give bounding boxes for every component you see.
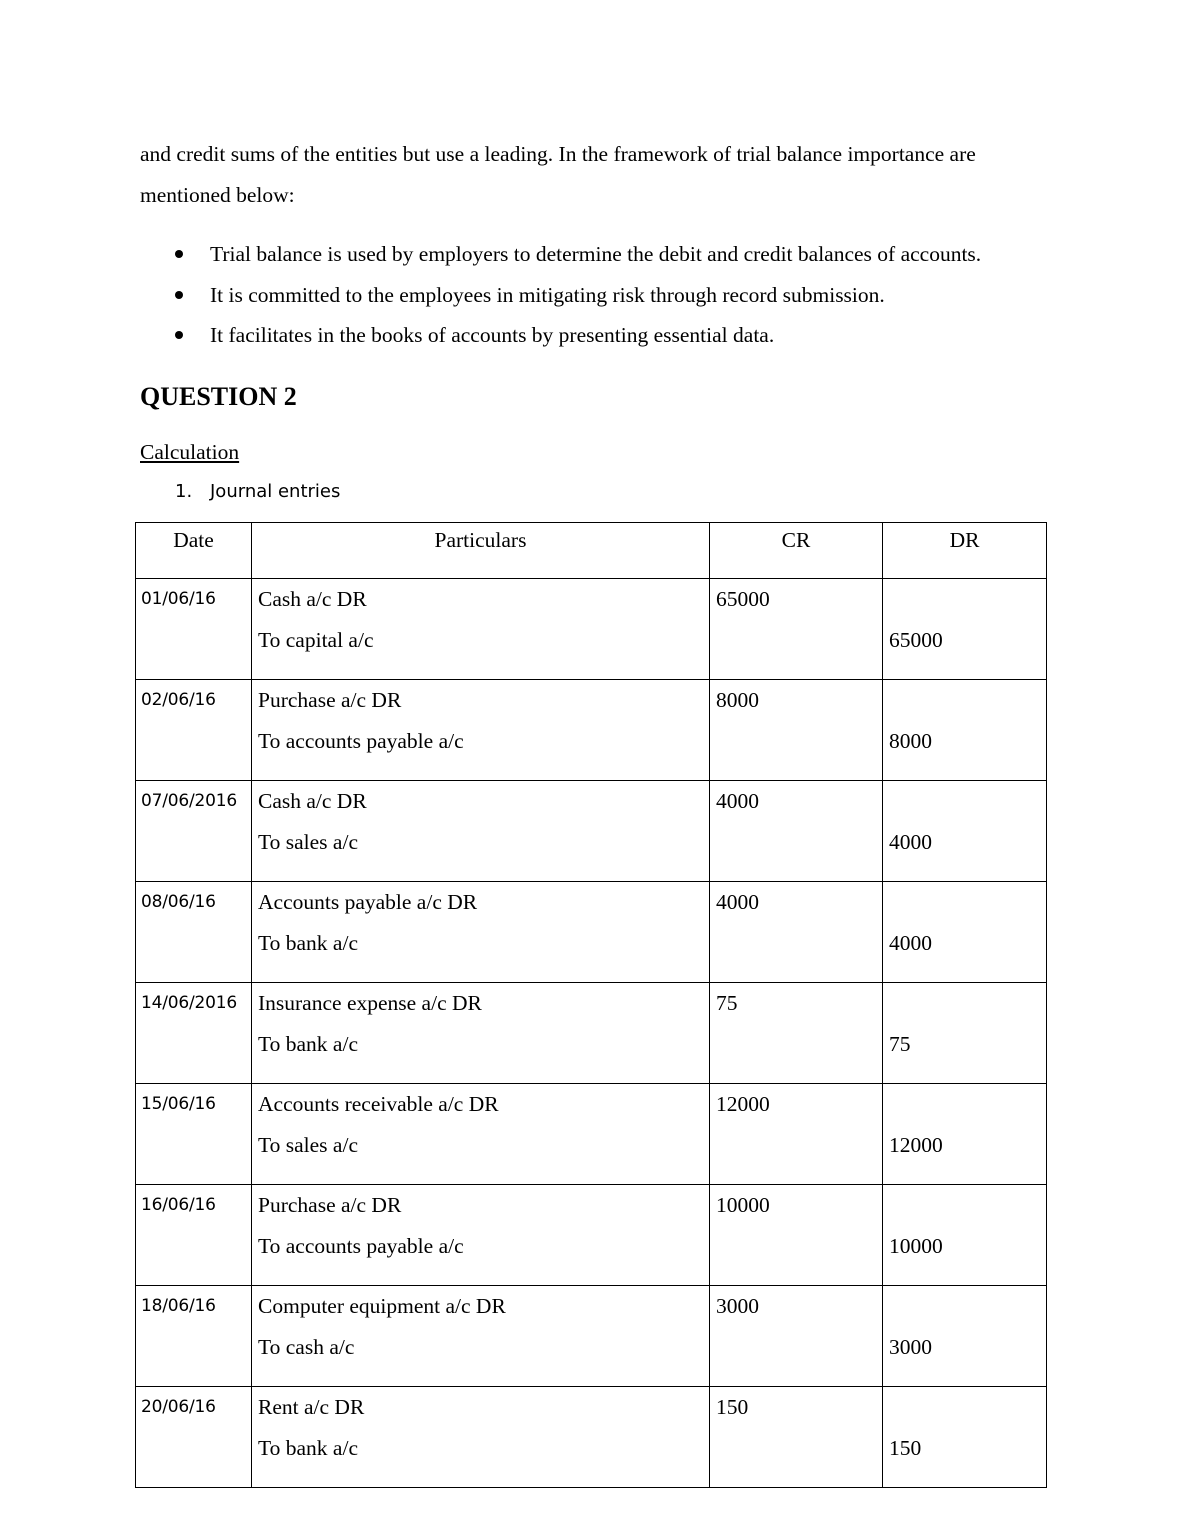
date-cell: 15/06/16 bbox=[136, 1084, 252, 1185]
cr-amount: 3000 bbox=[716, 1294, 759, 1318]
list-item bbox=[140, 234, 1070, 275]
credit-particular: To cash a/c bbox=[258, 1334, 355, 1359]
debit-particular: Rent a/c DR bbox=[258, 1395, 365, 1419]
journal-entries-table bbox=[135, 522, 1047, 1488]
dr-cell bbox=[883, 882, 1047, 983]
debit-particular: Purchase a/c DR bbox=[258, 1193, 402, 1217]
cr-cell bbox=[710, 781, 883, 882]
date-cell: 20/06/16 bbox=[136, 1387, 252, 1488]
bullet-text: It facilitates in the books of accounts by presenting essential data. bbox=[210, 323, 775, 347]
spacer bbox=[883, 983, 1046, 1024]
particulars-cell bbox=[252, 680, 710, 781]
spacer bbox=[883, 1185, 1046, 1226]
debit-particular: Computer equipment a/c DR bbox=[258, 1294, 506, 1318]
cr-amount: 10000 bbox=[716, 1193, 770, 1217]
question-heading: QUESTION 2 bbox=[140, 382, 297, 411]
dr-amount: 4000 bbox=[889, 829, 932, 854]
table-row bbox=[136, 882, 1047, 983]
table-row bbox=[136, 1084, 1047, 1185]
cr-amount: 75 bbox=[716, 991, 738, 1015]
list-number: 1. bbox=[175, 481, 193, 502]
cr-cell bbox=[710, 1387, 883, 1488]
cr-amount: 150 bbox=[716, 1395, 749, 1419]
spacer bbox=[883, 1286, 1046, 1327]
dr-cell bbox=[883, 1084, 1047, 1185]
table-row bbox=[136, 983, 1047, 1084]
debit-particular: Purchase a/c DR bbox=[258, 688, 402, 712]
particulars-cell bbox=[252, 1387, 710, 1488]
debit-particular: Insurance expense a/c DR bbox=[258, 991, 482, 1015]
bullet-text: Trial balance is used by employers to determine the debit and credit balances of accounts. bbox=[210, 242, 982, 266]
cr-amount: 8000 bbox=[716, 688, 759, 712]
dr-amount: 3000 bbox=[889, 1334, 932, 1359]
list-item bbox=[140, 315, 1070, 356]
dr-cell bbox=[883, 579, 1047, 680]
table-row bbox=[136, 680, 1047, 781]
particulars-cell bbox=[252, 882, 710, 983]
bullet-icon bbox=[175, 291, 183, 299]
spacer bbox=[883, 579, 1046, 620]
dr-amount: 65000 bbox=[889, 627, 943, 652]
cr-cell bbox=[710, 680, 883, 781]
credit-particular: To bank a/c bbox=[258, 1435, 358, 1460]
particulars-cell bbox=[252, 579, 710, 680]
particulars-cell bbox=[252, 781, 710, 882]
dr-amount: 4000 bbox=[889, 930, 932, 955]
dr-cell bbox=[883, 781, 1047, 882]
date-cell: 01/06/16 bbox=[136, 579, 252, 680]
debit-particular: Cash a/c DR bbox=[258, 789, 367, 813]
credit-particular: To capital a/c bbox=[258, 627, 374, 652]
debit-particular: Accounts payable a/c DR bbox=[258, 890, 478, 914]
dr-amount: 12000 bbox=[889, 1132, 943, 1157]
debit-particular: Accounts receivable a/c DR bbox=[258, 1092, 499, 1116]
table-row bbox=[136, 781, 1047, 882]
date-cell: 08/06/16 bbox=[136, 882, 252, 983]
particulars-cell bbox=[252, 983, 710, 1084]
dr-amount: 150 bbox=[889, 1435, 922, 1460]
dr-cell bbox=[883, 1387, 1047, 1488]
spacer bbox=[883, 1084, 1046, 1125]
dr-cell bbox=[883, 1185, 1047, 1286]
table-row bbox=[136, 1286, 1047, 1387]
cr-amount: 4000 bbox=[716, 890, 759, 914]
spacer bbox=[883, 882, 1046, 923]
credit-particular: To accounts payable a/c bbox=[258, 728, 464, 753]
dr-amount: 8000 bbox=[889, 728, 932, 753]
table-row bbox=[136, 1387, 1047, 1488]
spacer bbox=[883, 781, 1046, 822]
header-particulars: Particulars bbox=[252, 523, 710, 579]
credit-particular: To accounts payable a/c bbox=[258, 1233, 464, 1258]
date-cell: 14/06/2016 bbox=[136, 983, 252, 1084]
cr-cell bbox=[710, 1286, 883, 1387]
importance-list bbox=[140, 234, 1070, 356]
list-item bbox=[140, 275, 1070, 316]
particulars-cell bbox=[252, 1084, 710, 1185]
credit-particular: To bank a/c bbox=[258, 1031, 358, 1056]
cr-amount: 65000 bbox=[716, 587, 770, 611]
bullet-text: It is committed to the employees in mitigating risk through record submission. bbox=[210, 282, 885, 307]
table-header-row bbox=[136, 523, 1047, 579]
spacer bbox=[883, 680, 1046, 721]
dr-cell bbox=[883, 983, 1047, 1084]
dr-cell bbox=[883, 680, 1047, 781]
dr-cell bbox=[883, 1286, 1047, 1387]
debit-particular: Cash a/c DR bbox=[258, 587, 367, 611]
date-cell: 07/06/2016 bbox=[136, 781, 252, 882]
dr-amount: 10000 bbox=[889, 1233, 943, 1258]
date-cell: 02/06/16 bbox=[136, 680, 252, 781]
table-row bbox=[136, 1185, 1047, 1286]
cr-cell bbox=[710, 983, 883, 1084]
calculation-subheading: Calculation bbox=[140, 440, 240, 464]
table-row bbox=[136, 579, 1047, 680]
cr-cell bbox=[710, 882, 883, 983]
header-cr: CR bbox=[710, 523, 883, 579]
particulars-cell bbox=[252, 1286, 710, 1387]
date-cell: 16/06/16 bbox=[136, 1185, 252, 1286]
particulars-cell bbox=[252, 1185, 710, 1286]
numbered-list-item bbox=[175, 478, 340, 506]
spacer bbox=[883, 1387, 1046, 1428]
cr-cell bbox=[710, 1084, 883, 1185]
list-item-text: Journal entries bbox=[210, 481, 341, 502]
header-dr: DR bbox=[883, 523, 1047, 579]
cr-amount: 12000 bbox=[716, 1092, 770, 1116]
credit-particular: To sales a/c bbox=[258, 829, 358, 854]
cr-cell bbox=[710, 579, 883, 680]
cr-cell bbox=[710, 1185, 883, 1286]
cr-amount: 4000 bbox=[716, 789, 759, 813]
date-cell: 18/06/16 bbox=[136, 1286, 252, 1387]
dr-amount: 75 bbox=[889, 1031, 911, 1056]
bullet-icon bbox=[175, 331, 183, 339]
credit-particular: To bank a/c bbox=[258, 930, 358, 955]
intro-paragraph: and credit sums of the entities but use a leading. In the framework of trial balance importance are mentioned below: bbox=[140, 142, 976, 207]
header-date: Date bbox=[136, 523, 252, 579]
bullet-icon bbox=[175, 250, 183, 258]
credit-particular: To sales a/c bbox=[258, 1132, 358, 1157]
